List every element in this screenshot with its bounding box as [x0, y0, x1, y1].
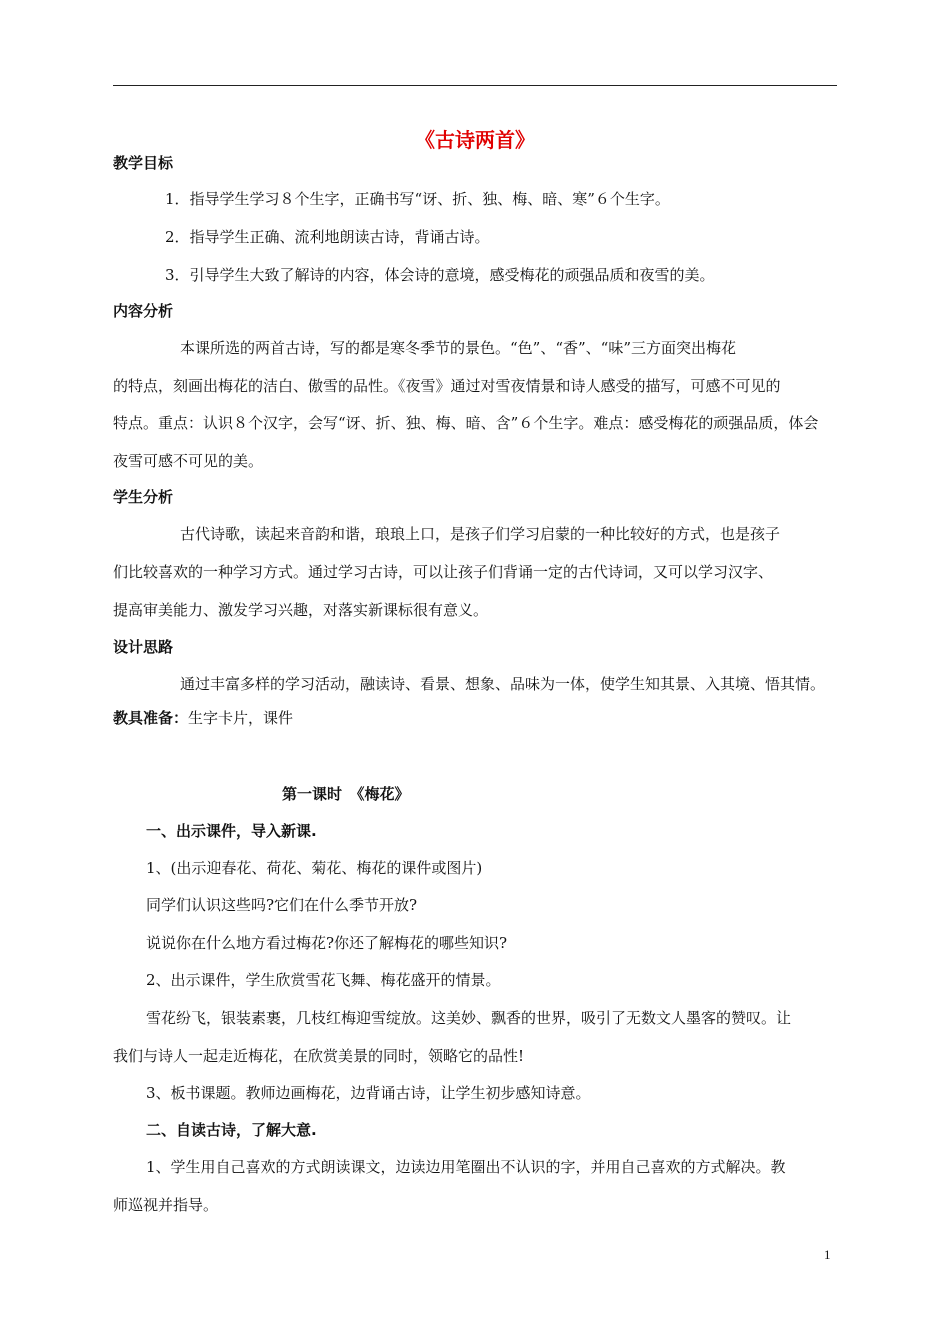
objectives-heading: 教学目标 — [113, 154, 174, 172]
section2-heading: 二、自读古诗，了解大意. — [146, 1121, 317, 1139]
section1-line: 2、出示课件，学生欣赏雪花飞舞、梅花盛开的情景。 — [146, 971, 501, 989]
student-analysis-line: 们比较喜欢的一种学习方式。通过学习古诗，可以让孩子们背诵一定的古代诗词，又可以学习汉字、 — [113, 563, 774, 581]
design-heading: 设计思路 — [113, 638, 174, 656]
objective-item: 1．指导学生学习８个生字，正确书写“讶、折、独、梅、暗、寒”６个生字。 — [165, 190, 670, 208]
objective-item: 3．引导学生大致了解诗的内容，体会诗的意境，感受梅花的顽强品质和夜雪的美。 — [165, 266, 715, 284]
section1-line: 说说你在什么地方看过梅花?你还了解梅花的哪些知识? — [146, 934, 508, 952]
section1-heading: 一、出示课件，导入新课. — [146, 822, 317, 840]
section1-line: 同学们认识这些吗?它们在什么季节开放? — [146, 896, 418, 914]
document-title: 《古诗两首》 — [415, 128, 535, 152]
content-analysis-heading: 内容分析 — [113, 302, 174, 320]
section1-line: 3、板书课题。教师边画梅花，边背诵古诗，让学生初步感知诗意。 — [146, 1084, 591, 1102]
student-analysis-line: 提高审美能力、激发学习兴趣，对落实新课标很有意义。 — [113, 601, 489, 619]
header-rule — [113, 85, 837, 86]
objective-item: 2．指导学生正确、流利地朗读古诗，背诵古诗。 — [165, 228, 490, 246]
content-analysis-line: 特点。重点：认识８个汉字，会写“讶、折、独、梅、暗、含”６个生字。难点：感受梅花的顽强品质，体会 — [113, 414, 819, 432]
section2-line: 1、学生用自己喜欢的方式朗读课文，边读边用笔圈出不认识的字，并用自己喜欢的方式解决。教 — [146, 1158, 786, 1176]
materials-value: 生字卡片，课件 — [188, 709, 294, 727]
section1-line: 1、(出示迎春花、荷花、菊花、梅花的课件或图片) — [146, 859, 483, 877]
section1-line: 我们与诗人一起走近梅花，在欣赏美景的同时，领略它的品性! — [113, 1047, 525, 1065]
page-number: 1 — [824, 1247, 831, 1262]
content-analysis-line: 本课所选的两首古诗，写的都是寒冬季节的景色。“色”、“香”、“味”三方面突出梅花 — [180, 339, 737, 357]
materials-label: 教具准备： — [113, 709, 189, 727]
lesson-heading: 第一课时 《梅花》 — [282, 785, 410, 803]
materials-line — [113, 708, 293, 728]
student-analysis-line: 古代诗歌，读起来音韵和谐，琅琅上口，是孩子们学习启蒙的一种比较好的方式，也是孩子 — [180, 525, 781, 543]
content-analysis-line: 夜雪可感不可见的美。 — [113, 452, 264, 470]
section1-line: 雪花纷飞，银装素裹，几枝红梅迎雪绽放。这美妙、飘香的世界，吸引了无数文人墨客的赞叹。让 — [146, 1009, 792, 1027]
design-line: 通过丰富多样的学习活动，融读诗、看景、想象、品味为一体，使学生知其景、入其境、悟其情。 — [180, 675, 826, 693]
section2-line: 师巡视并指导。 — [113, 1196, 219, 1214]
student-analysis-heading: 学生分析 — [113, 488, 174, 506]
content-analysis-line: 的特点，刻画出梅花的洁白、傲雪的品性。《夜雪》通过对雪夜情景和诗人感受的描写，可感不可见的 — [113, 377, 781, 395]
